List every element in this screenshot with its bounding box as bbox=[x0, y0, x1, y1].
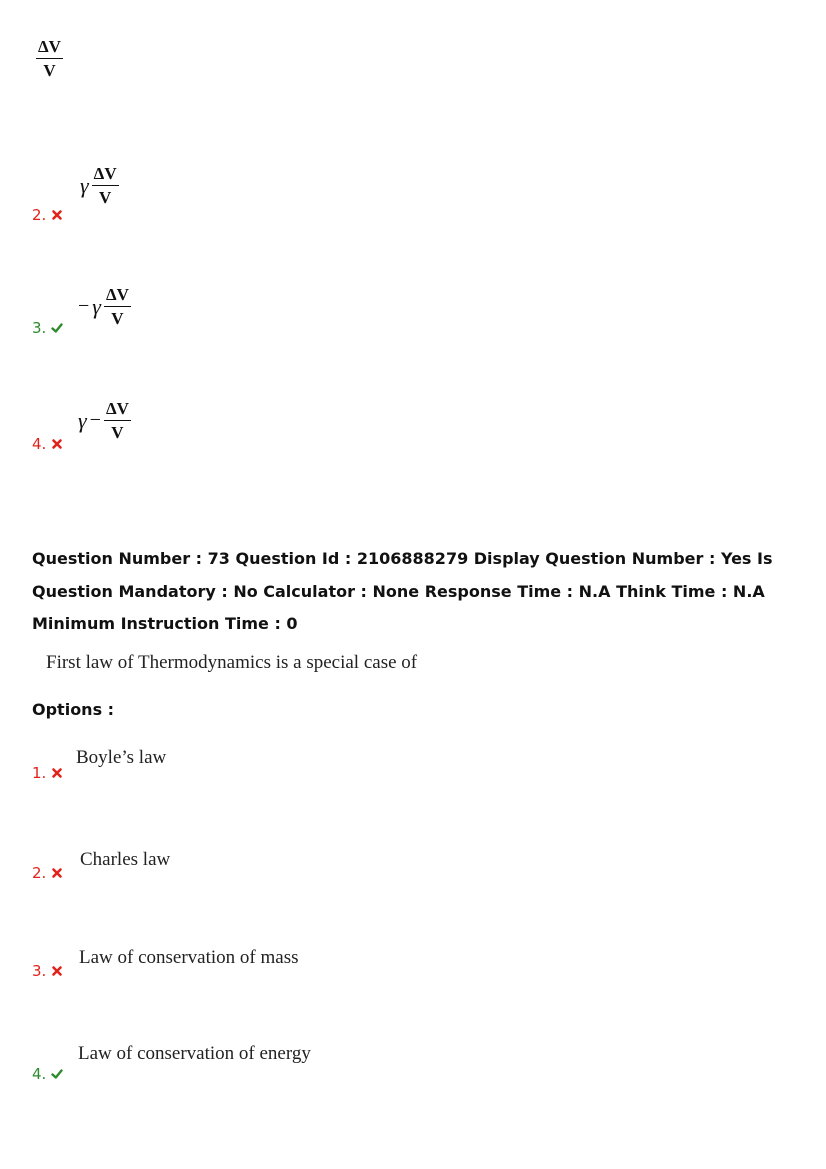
question-text: First law of Thermodynamics is a special case of bbox=[46, 652, 418, 673]
gamma-symbol: γ bbox=[92, 293, 101, 319]
fraction-denominator: V bbox=[111, 309, 124, 328]
option-number: 4. bbox=[32, 435, 47, 453]
fraction bbox=[92, 165, 119, 206]
options-label: Options : bbox=[32, 700, 115, 719]
option-3-text: Law of conservation of mass bbox=[79, 947, 299, 968]
fraction-numerator: ΔV bbox=[36, 38, 63, 59]
checkmark-icon bbox=[51, 1068, 63, 1080]
checkmark-icon bbox=[51, 322, 63, 334]
fraction-numerator: ΔV bbox=[104, 286, 131, 307]
option-number: 3. bbox=[32, 319, 47, 337]
option-number: 2. bbox=[32, 864, 47, 882]
option-number: 2. bbox=[32, 206, 47, 224]
fraction-numerator: ΔV bbox=[104, 400, 131, 421]
gamma-symbol: γ bbox=[78, 407, 87, 433]
prev-option-1-formula bbox=[36, 38, 63, 79]
cross-icon bbox=[51, 867, 63, 879]
prev-option-2-number bbox=[32, 206, 63, 224]
minus-sign: − bbox=[78, 295, 90, 317]
option-1-number bbox=[32, 764, 63, 782]
prev-option-3-formula bbox=[78, 286, 131, 327]
question-metadata: Question Number : 73 Question Id : 2106888279 Display Question Number : Yes Is Question Mandatory : No Calculator : None Response Time : N.A Think Time : N.A Minimum Instruction Time : 0 bbox=[32, 549, 773, 633]
cross-icon bbox=[51, 767, 63, 779]
cross-icon bbox=[51, 209, 63, 221]
fraction-numerator: ΔV bbox=[92, 165, 119, 186]
option-2-number bbox=[32, 864, 63, 882]
fraction bbox=[104, 286, 131, 327]
prev-option-4-number bbox=[32, 435, 63, 453]
option-number: 4. bbox=[32, 1065, 47, 1083]
fraction bbox=[36, 38, 63, 79]
option-4-number bbox=[32, 1065, 63, 1083]
option-4-text: Law of conservation of energy bbox=[78, 1043, 311, 1064]
cross-icon bbox=[51, 965, 63, 977]
option-number: 3. bbox=[32, 962, 47, 980]
fraction-denominator: V bbox=[43, 61, 56, 80]
option-number: 1. bbox=[32, 764, 47, 782]
fraction-denominator: V bbox=[99, 188, 112, 207]
option-2-text: Charles law bbox=[80, 849, 171, 870]
option-1-text: Boyle’s law bbox=[76, 747, 167, 768]
minus-sign: − bbox=[89, 409, 101, 431]
prev-option-4-formula bbox=[78, 400, 131, 441]
cross-icon bbox=[51, 438, 63, 450]
fraction bbox=[104, 400, 131, 441]
option-3-number bbox=[32, 962, 63, 980]
gamma-symbol: γ bbox=[80, 172, 89, 198]
fraction-denominator: V bbox=[111, 423, 124, 442]
prev-option-2-formula bbox=[80, 165, 119, 206]
prev-option-3-number bbox=[32, 319, 63, 337]
